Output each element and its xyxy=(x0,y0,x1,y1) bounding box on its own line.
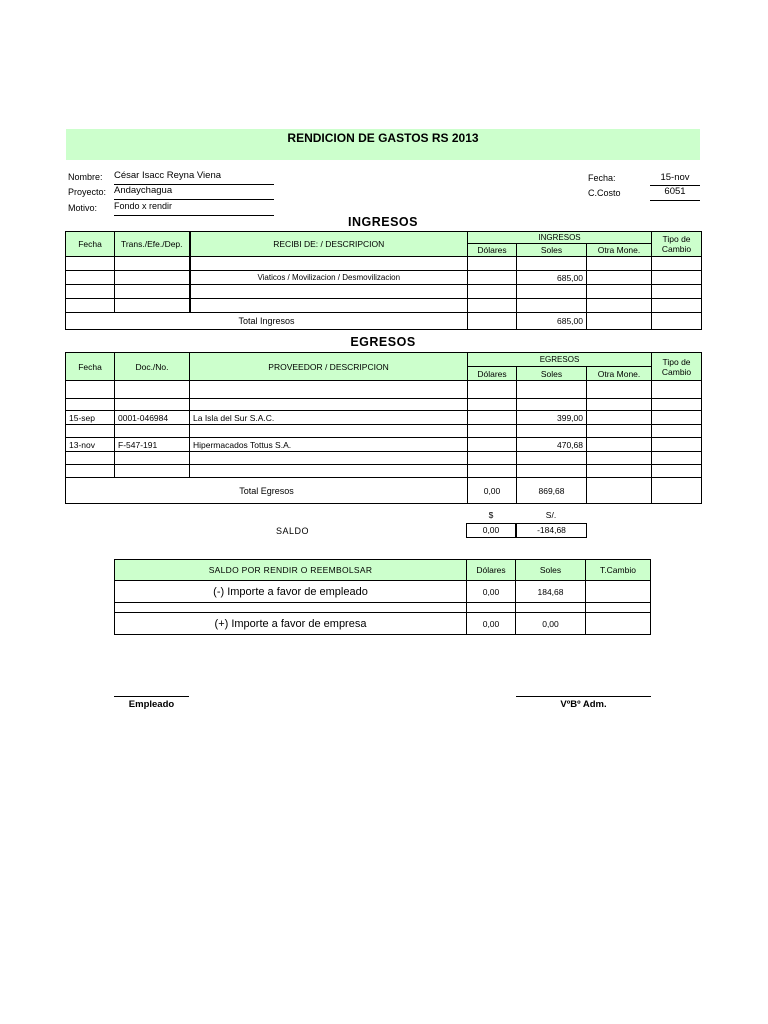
cell-soles[interactable] xyxy=(517,452,587,465)
cell-desc[interactable] xyxy=(190,399,468,411)
ingresos-total-row xyxy=(66,313,702,330)
proyecto-field[interactable]: Andaychagua xyxy=(114,185,274,200)
cell-otra xyxy=(587,478,652,504)
cell-trans[interactable] xyxy=(115,299,190,313)
fecha-field[interactable]: 15-nov xyxy=(650,172,700,186)
ingresos-table xyxy=(65,231,702,330)
cell-tipo[interactable] xyxy=(652,299,702,313)
cell-doc[interactable]: F-547-191 xyxy=(115,438,190,452)
costo-label: C.Costo xyxy=(588,188,621,198)
cell-doc[interactable] xyxy=(115,452,190,465)
reembolso-col-cambio: T.Cambio xyxy=(586,560,651,581)
ingresos-group-header: INGRESOS xyxy=(468,232,652,244)
cell-soles[interactable] xyxy=(517,425,587,438)
nombre-field[interactable]: César Isacc Reyna Viena xyxy=(114,170,274,185)
table-row xyxy=(66,257,702,271)
ingresos-col-trans: Trans./Efe./Dep. xyxy=(115,232,190,257)
spacer-cell xyxy=(115,603,467,613)
reembolso-col-dolares: Dólares xyxy=(467,560,516,581)
cell-otra[interactable] xyxy=(587,257,652,271)
cell-dolares[interactable] xyxy=(468,438,517,452)
cell-desc[interactable]: La Isla del Sur S.A.C. xyxy=(190,411,468,425)
egresos-total-soles: 869,68 xyxy=(517,478,587,504)
table-row xyxy=(66,452,702,465)
saldo-label: SALDO xyxy=(276,526,310,536)
table-row xyxy=(66,465,702,478)
cell-doc[interactable]: 0001-046984 xyxy=(115,411,190,425)
cell-otra[interactable] xyxy=(587,271,652,285)
saldo-dolares: 0,00 xyxy=(466,523,516,538)
cell-doc[interactable] xyxy=(115,465,190,478)
cell-desc[interactable] xyxy=(190,299,468,313)
cell-dolares[interactable] xyxy=(468,425,517,438)
egresos-col-fecha: Fecha xyxy=(66,353,115,381)
cell-otra xyxy=(587,313,652,330)
egresos-col-dolares: Dólares xyxy=(468,367,517,381)
cell-dolares[interactable] xyxy=(468,399,517,411)
ingresos-col-tipo: Tipo de Cambio xyxy=(652,232,702,257)
cell-fecha[interactable]: 13-nov xyxy=(66,438,115,452)
cell-fecha[interactable] xyxy=(66,299,115,313)
egresos-col-soles: Soles xyxy=(517,367,587,381)
cell-desc[interactable] xyxy=(190,381,468,399)
table-row xyxy=(66,399,702,411)
reembolso-empleado-row xyxy=(115,581,651,603)
cell-otra[interactable] xyxy=(587,381,652,399)
egresos-total-label: Total Egresos xyxy=(66,478,468,504)
saldo-soles: -184,68 xyxy=(516,523,587,538)
ingresos-col-fecha: Fecha xyxy=(66,232,115,257)
cell-doc[interactable] xyxy=(115,425,190,438)
ingresos-total-dolares xyxy=(468,313,517,330)
cell-dolares[interactable] xyxy=(468,285,517,299)
cell-tipo[interactable] xyxy=(652,399,702,411)
cell-fecha[interactable]: 15-sep xyxy=(66,411,115,425)
proyecto-label: Proyecto: xyxy=(68,187,107,197)
cell-tipo[interactable] xyxy=(652,411,702,425)
spacer-cell xyxy=(516,603,586,613)
cell-tipo[interactable] xyxy=(652,381,702,399)
cell-trans[interactable] xyxy=(115,285,190,299)
cell-soles[interactable]: 399,00 xyxy=(517,411,587,425)
empleado-signature-label: Empleado xyxy=(128,699,175,710)
egresos-total-row xyxy=(66,478,702,504)
cell-fecha[interactable] xyxy=(66,399,115,411)
cell-soles[interactable] xyxy=(517,299,587,313)
cell-soles[interactable]: 685,00 xyxy=(517,271,587,285)
cell-tipo xyxy=(652,313,702,330)
reembolso-title: SALDO POR RENDIR O REEMBOLSAR xyxy=(115,560,467,581)
cell-desc[interactable] xyxy=(190,257,468,271)
cell-dolares[interactable] xyxy=(468,257,517,271)
cell-tipo[interactable] xyxy=(652,425,702,438)
cell-dolares[interactable] xyxy=(468,465,517,478)
table-row xyxy=(66,425,702,438)
empresa-soles[interactable]: 0,00 xyxy=(516,613,586,635)
cell-otra[interactable] xyxy=(587,425,652,438)
table-row xyxy=(66,381,702,399)
empresa-importe-label: (+) Importe a favor de empresa xyxy=(115,613,467,635)
saldo-currency-usd: $ xyxy=(488,510,494,520)
ingresos-col-otra: Otra Mone. xyxy=(587,244,652,257)
empresa-dolares[interactable]: 0,00 xyxy=(467,613,516,635)
cell-doc[interactable] xyxy=(115,381,190,399)
empleado-signature-line xyxy=(114,696,189,697)
cell-otra[interactable] xyxy=(587,399,652,411)
motivo-label: Motivo: xyxy=(68,203,98,213)
cell-soles[interactable] xyxy=(517,399,587,411)
ingresos-col-soles: Soles xyxy=(517,244,587,257)
cell-trans[interactable] xyxy=(115,271,190,285)
empresa-cambio[interactable] xyxy=(586,613,651,635)
cell-fecha[interactable] xyxy=(66,257,115,271)
cell-fecha[interactable] xyxy=(66,381,115,399)
table-row xyxy=(66,438,702,452)
costo-field[interactable]: 6051 xyxy=(650,186,700,201)
spacer-cell xyxy=(586,603,651,613)
cell-fecha[interactable] xyxy=(66,452,115,465)
cell-otra[interactable] xyxy=(587,285,652,299)
reembolso-empresa-row xyxy=(115,613,651,635)
cell-fecha[interactable] xyxy=(66,465,115,478)
cell-tipo[interactable] xyxy=(652,438,702,452)
cell-dolares[interactable] xyxy=(468,381,517,399)
table-row xyxy=(66,271,702,285)
cell-trans[interactable] xyxy=(115,257,190,271)
table-row xyxy=(66,411,702,425)
cell-tipo[interactable] xyxy=(652,465,702,478)
ingresos-total-soles: 685,00 xyxy=(517,313,587,330)
empleado-soles[interactable]: 184,68 xyxy=(516,581,586,603)
cell-soles[interactable] xyxy=(517,285,587,299)
cell-fecha[interactable] xyxy=(66,425,115,438)
cell-dolares[interactable] xyxy=(468,299,517,313)
cell-soles[interactable] xyxy=(517,257,587,271)
ingresos-heading: INGRESOS xyxy=(348,215,418,229)
cell-tipo[interactable] xyxy=(652,285,702,299)
empleado-importe-label: (-) Importe a favor de empleado xyxy=(115,581,467,603)
cell-otra[interactable] xyxy=(587,438,652,452)
table-row xyxy=(66,285,702,299)
cell-doc[interactable] xyxy=(115,399,190,411)
egresos-col-tipo: Tipo de Cambio xyxy=(652,353,702,381)
document-title: RENDICION DE GASTOS RS 2013 xyxy=(287,131,479,145)
cell-otra[interactable] xyxy=(587,299,652,313)
egresos-table xyxy=(65,352,702,504)
cell-fecha[interactable] xyxy=(66,285,115,299)
egresos-total-dolares: 0,00 xyxy=(468,478,517,504)
adm-signature-line xyxy=(516,696,651,697)
cell-tipo xyxy=(652,478,702,504)
table-row xyxy=(66,299,702,313)
egresos-heading: EGRESOS xyxy=(350,335,416,349)
cell-dolares[interactable] xyxy=(468,411,517,425)
cell-tipo[interactable] xyxy=(652,271,702,285)
cell-otra[interactable] xyxy=(587,411,652,425)
cell-desc[interactable]: Hipermacados Tottus S.A. xyxy=(190,438,468,452)
saldo-currency-pen: S/. xyxy=(545,510,557,520)
cell-otra[interactable] xyxy=(587,452,652,465)
cell-dolares[interactable] xyxy=(468,271,517,285)
cell-desc[interactable] xyxy=(190,285,468,299)
motivo-field[interactable]: Fondo x rendir xyxy=(114,201,274,216)
cell-otra[interactable] xyxy=(587,465,652,478)
ingresos-col-desc: RECIBI DE: / DESCRIPCION xyxy=(190,232,468,257)
nombre-label: Nombre: xyxy=(68,172,103,182)
adm-signature-label: VºBº Adm. xyxy=(560,699,607,710)
cell-soles[interactable] xyxy=(517,465,587,478)
cell-desc[interactable]: Viaticos / Movilizacion / Desmovilizacion xyxy=(190,271,468,285)
egresos-col-desc: PROVEEDOR / DESCRIPCION xyxy=(190,353,468,381)
cell-desc[interactable] xyxy=(190,425,468,438)
egresos-group-header: EGRESOS xyxy=(468,353,652,367)
egresos-col-otra: Otra Mone. xyxy=(587,367,652,381)
empleado-dolares[interactable]: 0,00 xyxy=(467,581,516,603)
spacer-cell xyxy=(467,603,516,613)
cell-dolares[interactable] xyxy=(468,452,517,465)
reembolso-table xyxy=(114,559,651,635)
cell-fecha[interactable] xyxy=(66,271,115,285)
egresos-col-doc: Doc./No. xyxy=(115,353,190,381)
fecha-label: Fecha: xyxy=(588,173,616,183)
cell-tipo[interactable] xyxy=(652,452,702,465)
cell-tipo[interactable] xyxy=(652,257,702,271)
empleado-cambio[interactable] xyxy=(586,581,651,603)
reembolso-col-soles: Soles xyxy=(516,560,586,581)
cell-desc[interactable] xyxy=(190,452,468,465)
ingresos-col-dolares: Dólares xyxy=(468,244,517,257)
cell-soles[interactable]: 470,68 xyxy=(517,438,587,452)
ingresos-total-label: Total Ingresos xyxy=(66,313,468,330)
cell-desc[interactable] xyxy=(190,465,468,478)
cell-soles[interactable] xyxy=(517,381,587,399)
